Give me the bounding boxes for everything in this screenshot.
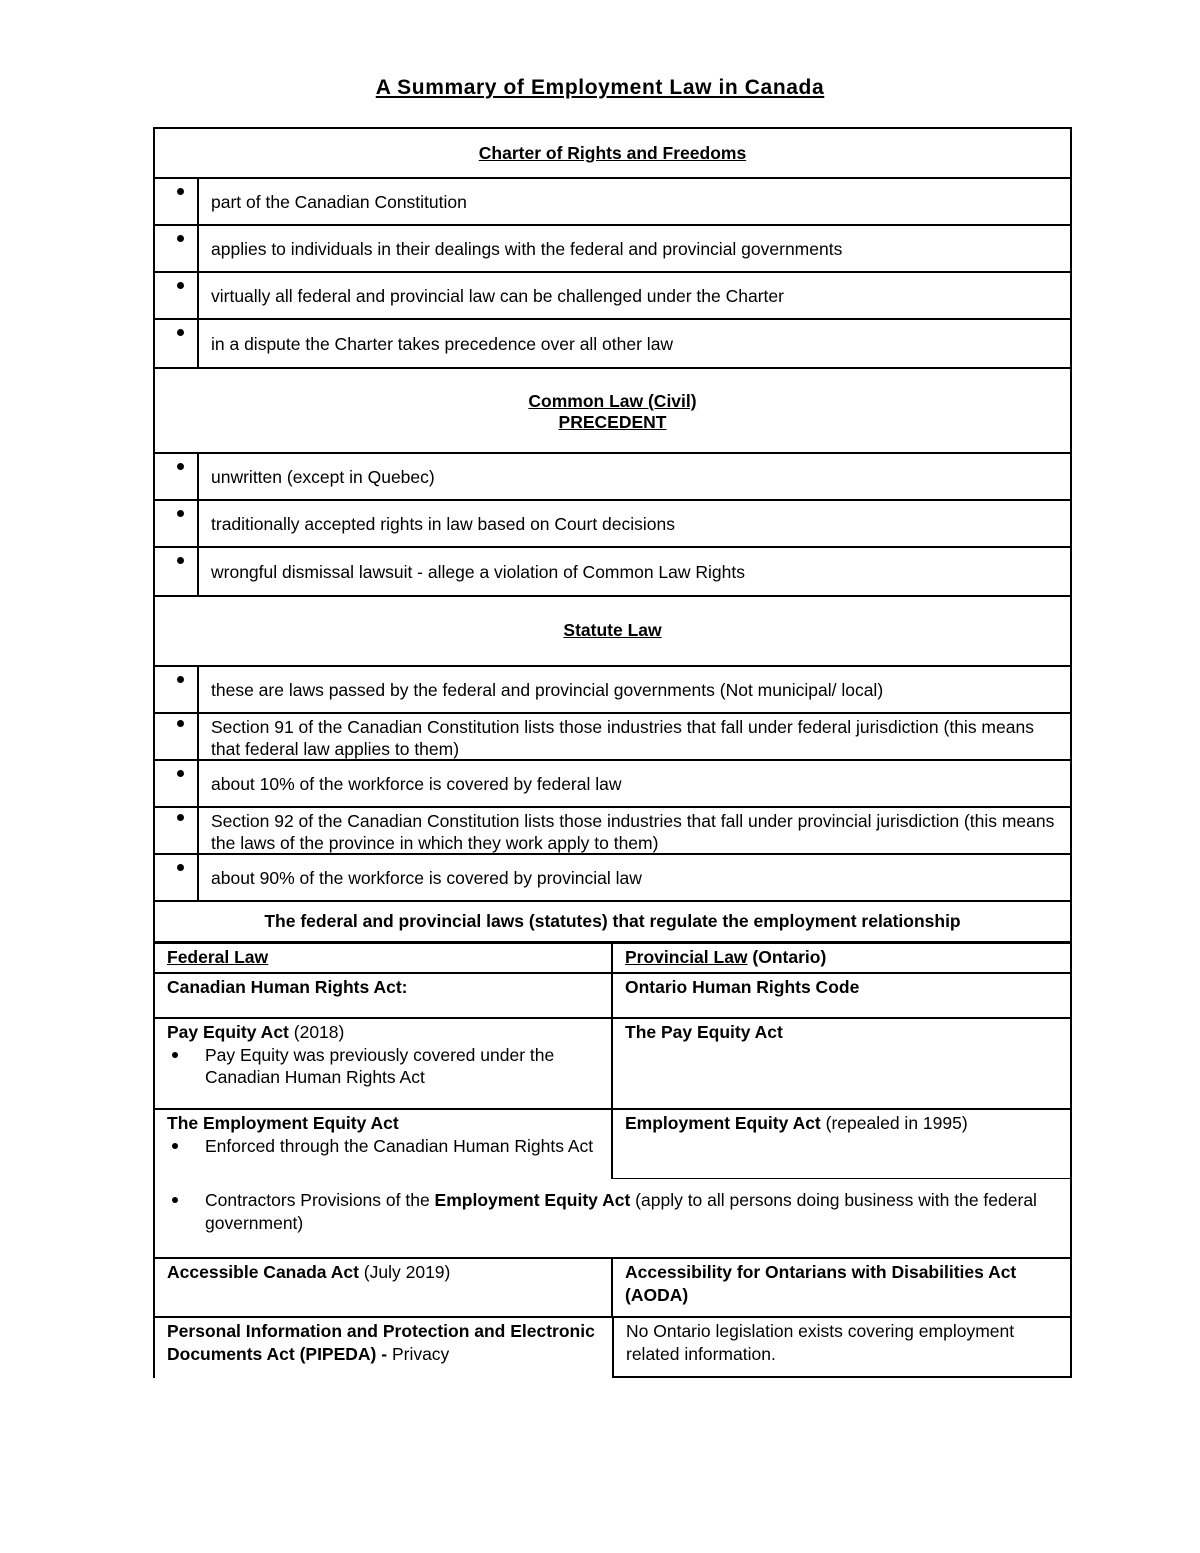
provincial-act-note: (repealed in 1995) (820, 1113, 968, 1133)
list-item (167, 1044, 599, 1089)
federal-header-text: Federal Law (167, 947, 269, 967)
list-item (155, 761, 1070, 808)
list-item (155, 548, 1070, 595)
list-item (155, 855, 1070, 900)
laws-table-title: The federal and provincial laws (statutes) that regulate the employment relationship (153, 900, 1072, 944)
table-row (153, 944, 1072, 974)
charter-table (153, 127, 1072, 369)
list-item (167, 1189, 1058, 1234)
common-law-heading (155, 362, 1070, 454)
list-item (155, 454, 1070, 501)
common-law-heading-line2: PRECEDENT (558, 412, 667, 432)
federal-act-name: The Employment Equity Act (167, 1113, 399, 1133)
list-item-text: Pay Equity was previously covered under the Canadian Human Rights Act (205, 1044, 555, 1087)
list-item-text: Enforced through the Canadian Human Rights Act (205, 1135, 594, 1156)
list-item-text: unwritten (except in Quebec) (211, 466, 435, 487)
provincial-cell (613, 1259, 1072, 1316)
bullet-icon (155, 226, 199, 271)
list-item-text: part of the Canadian Constitution (211, 191, 467, 212)
federal-cell (153, 1019, 613, 1108)
list-item (155, 226, 1070, 273)
provincial-act-name: Ontario Human Rights Code (625, 977, 860, 997)
bullet-icon (167, 1135, 205, 1158)
statute-law-heading-text: Statute Law (563, 619, 662, 640)
provincial-header-suffix: (Ontario) (747, 947, 827, 967)
provincial-cell (612, 1318, 1072, 1378)
federal-act-name: Personal Information and Protection and Electronic Documents Act (PIPEDA) - (167, 1321, 595, 1364)
bullet-icon (155, 548, 199, 595)
list-item-text: Contractors Provisions of the Employment Equity Act (apply to all persons doing business with the federal government) (205, 1190, 1037, 1233)
list-item-text: Section 92 of the Canadian Constitution lists those industries that fall under provincial jurisdiction (this means the laws of the province in which they work apply to them) (211, 811, 1055, 853)
list-item (167, 1135, 599, 1158)
provincial-cell (613, 1110, 1072, 1179)
list-item-text: applies to individuals in their dealings with the federal and provincial governments (211, 238, 843, 259)
provincial-law-header (613, 944, 1072, 972)
list-item-text: about 10% of the workforce is covered by federal law (211, 773, 622, 794)
provincial-act-name: Employment Equity Act (625, 1113, 821, 1133)
document-title: A Summary of Employment Law in Canada (375, 76, 825, 99)
table-row (153, 974, 1072, 1019)
laws-table (153, 900, 1072, 1378)
bullet-icon (155, 179, 199, 224)
federal-act-name: Canadian Human Rights Act: (167, 977, 408, 997)
bullet-icon (155, 855, 199, 900)
federal-cell (153, 974, 613, 1017)
provincial-act-name: No Ontario legislation exists covering employment related information. (626, 1321, 1015, 1364)
wide-cell (155, 1179, 1070, 1257)
table-row (153, 1179, 1072, 1259)
federal-act-name: Pay Equity Act (167, 1022, 289, 1042)
list-item-text: these are laws passed by the federal and provincial governments (Not municipal/ local) (211, 679, 884, 700)
federal-cell (153, 1318, 612, 1378)
common-law-heading-line1: Common Law (Civil) (528, 391, 697, 411)
bullet-icon (155, 273, 199, 318)
bullet-icon (155, 667, 199, 712)
list-item (155, 501, 1070, 548)
provincial-header-text: Provincial Law (625, 947, 748, 967)
federal-cell (153, 1259, 613, 1316)
federal-act-note: (July 2019) (358, 1262, 451, 1282)
bullet-icon (155, 714, 199, 759)
table-row (153, 1019, 1072, 1110)
federal-cell (153, 1110, 613, 1179)
list-item (155, 667, 1070, 714)
provincial-cell (613, 1019, 1072, 1108)
list-item-text: virtually all federal and provincial law can be challenged under the Charter (211, 285, 784, 306)
list-item-text: about 90% of the workforce is covered by provincial law (211, 867, 642, 888)
list-item (155, 273, 1070, 320)
list-item-text: wrongful dismissal lawsuit - allege a violation of Common Law Rights (211, 561, 745, 582)
bullet-icon (155, 501, 199, 546)
table-row (153, 1318, 1072, 1378)
federal-act-name: Accessible Canada Act (167, 1262, 359, 1282)
federal-law-header (153, 944, 613, 972)
bullet-icon (155, 808, 199, 853)
list-item (155, 808, 1070, 855)
charter-heading-text: Charter of Rights and Freedoms (478, 142, 747, 163)
common-law-table (153, 362, 1072, 597)
table-row (153, 1110, 1072, 1179)
statute-law-table (153, 595, 1072, 902)
bullet-icon (167, 1189, 205, 1234)
table-row (153, 1259, 1072, 1318)
federal-act-note: Privacy (387, 1343, 450, 1364)
list-item-text: traditionally accepted rights in law based on Court decisions (211, 513, 676, 534)
bullet-icon (155, 454, 199, 499)
provincial-act-name: Accessibility for Ontarians with Disabilities Act (AODA) (625, 1262, 1017, 1305)
bullet-icon (167, 1044, 205, 1089)
statute-law-heading (155, 595, 1070, 667)
charter-heading (155, 129, 1070, 179)
list-item-text: Section 91 of the Canadian Constitution lists those industries that fall under federal jurisdiction (this means that federal law applies to them) (211, 717, 1034, 759)
provincial-act-name: The Pay Equity Act (625, 1022, 783, 1042)
provincial-cell (613, 974, 1072, 1017)
list-item (155, 179, 1070, 226)
list-item (155, 320, 1070, 367)
bullet-icon (155, 761, 199, 806)
federal-act-note: (2018) (288, 1022, 345, 1042)
list-item-text: in a dispute the Charter takes precedence over all other law (211, 333, 674, 354)
list-item (155, 714, 1070, 761)
bullet-icon (155, 320, 199, 367)
